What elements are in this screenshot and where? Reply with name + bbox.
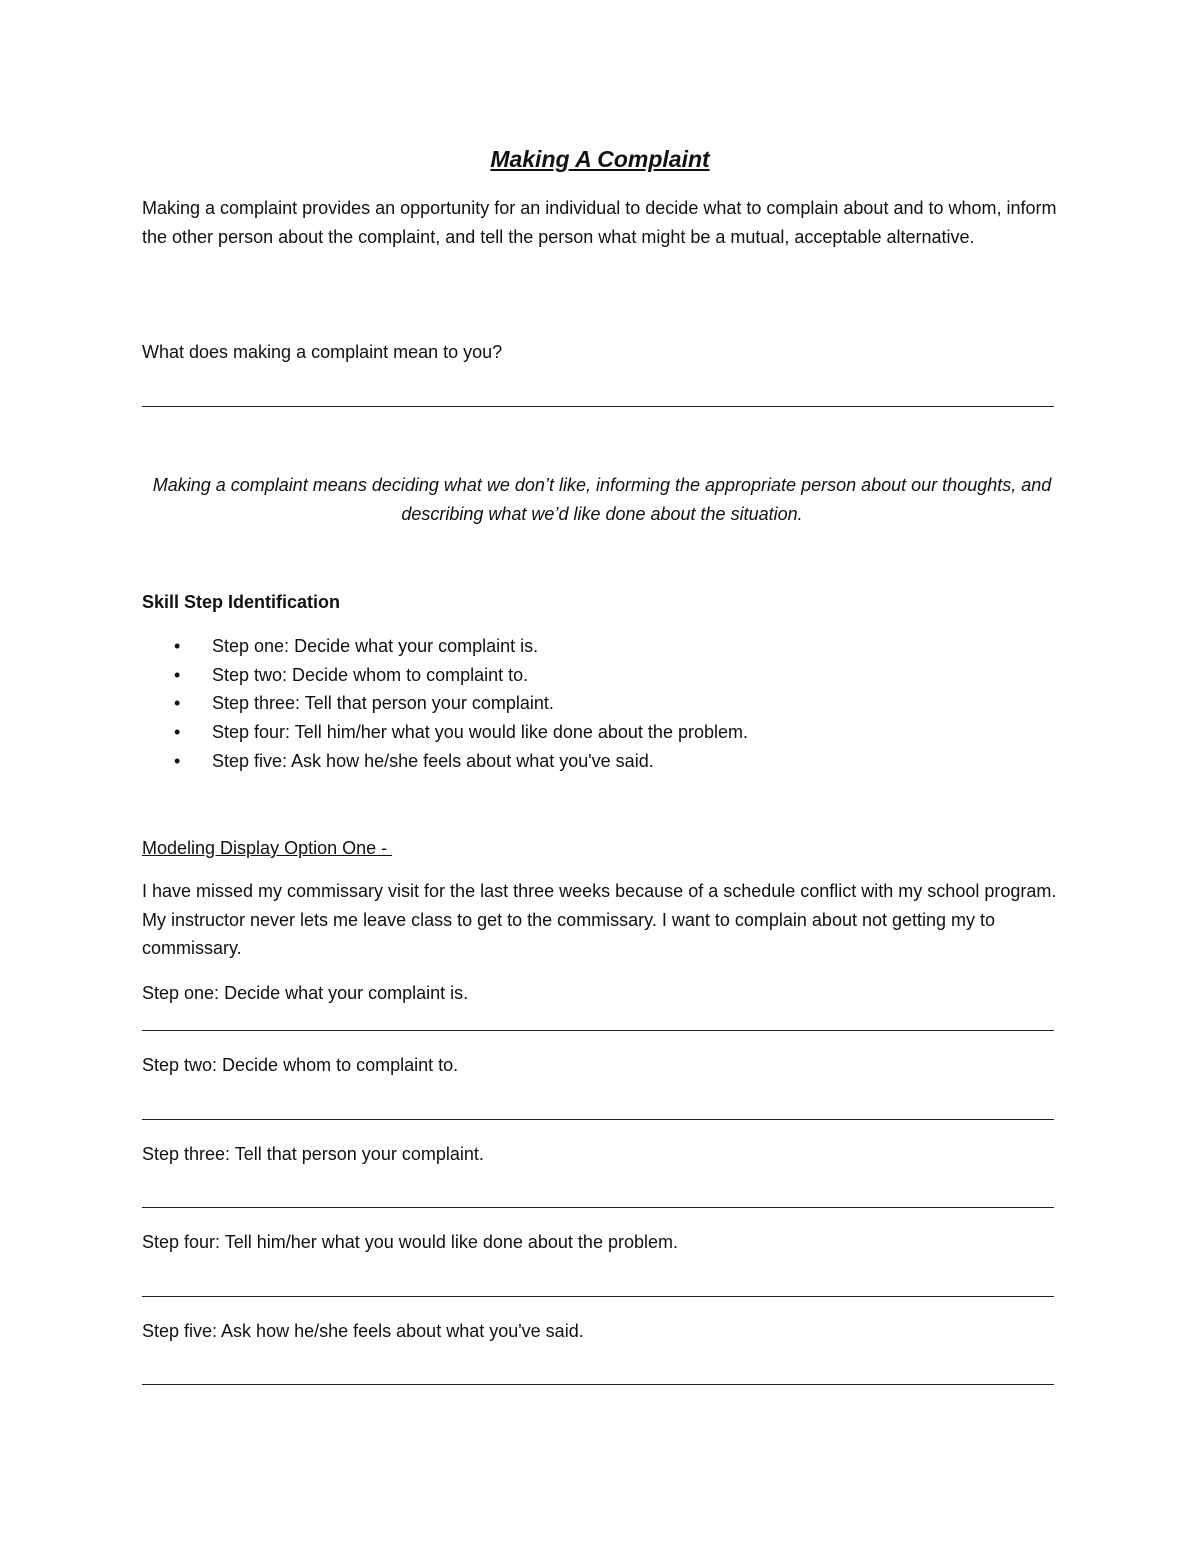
step-four-prompt: Step four: Tell him/her what you would like done about the problem. [142, 1232, 678, 1252]
list-item: • Step one: Decide what your complaint is. [142, 632, 748, 661]
skill-step-heading: Skill Step Identification [142, 592, 341, 612]
step-five-prompt: Step five: Ask how he/she feels about what you've said. [142, 1321, 584, 1341]
answer-line-step-two[interactable] [142, 1119, 1054, 1120]
list-item: • Step four: Tell him/her what you would like done about the problem. [142, 718, 748, 747]
bullet-icon: • [174, 722, 181, 743]
modeling-heading: Modeling Display Option One - [142, 838, 393, 858]
scenario-paragraph: I have missed my commissary visit for the last three weeks because of a schedule conflict with my school program. My instructor never lets me leave class to get to the commissary. I want to complain about not getting my to commissary. [142, 881, 1057, 958]
answer-line-question[interactable] [142, 406, 1054, 407]
answer-line-step-four[interactable] [142, 1296, 1054, 1297]
step-one-prompt: Step one: Decide what your complaint is. [142, 983, 469, 1003]
answer-line-step-three[interactable] [142, 1207, 1054, 1208]
definition-note: Making a complaint means deciding what we don’t like, informing the appropriate person about our thoughts, and describing what we’d like done about the situation. [152, 475, 1052, 524]
step-two-prompt: Step two: Decide whom to complaint to. [142, 1055, 459, 1075]
answer-line-step-five[interactable] [142, 1384, 1054, 1385]
intro-paragraph: Making a complaint provides an opportunity for an individual to decide what to complain about and to whom, inform the other person about the complaint, and tell the person what might be a mutual, acceptable alternative. [142, 198, 1057, 247]
answer-line-step-one[interactable] [142, 1030, 1054, 1031]
list-item: • Step three: Tell that person your complaint. [142, 689, 748, 718]
question-prompt: What does making a complaint mean to you? [142, 342, 503, 362]
skill-steps-list [142, 632, 748, 776]
step-three-prompt: Step three: Tell that person your complaint. [142, 1144, 484, 1164]
bullet-icon: • [174, 750, 181, 771]
page-title: Making A Complaint [490, 146, 710, 172]
bullet-icon: • [174, 636, 181, 656]
list-item: • Step two: Decide whom to complaint to. [142, 661, 748, 690]
list-item: • Step five: Ask how he/she feels about what you've said. [142, 747, 748, 776]
bullet-icon: • [174, 693, 181, 714]
bullet-icon: • [174, 664, 181, 685]
